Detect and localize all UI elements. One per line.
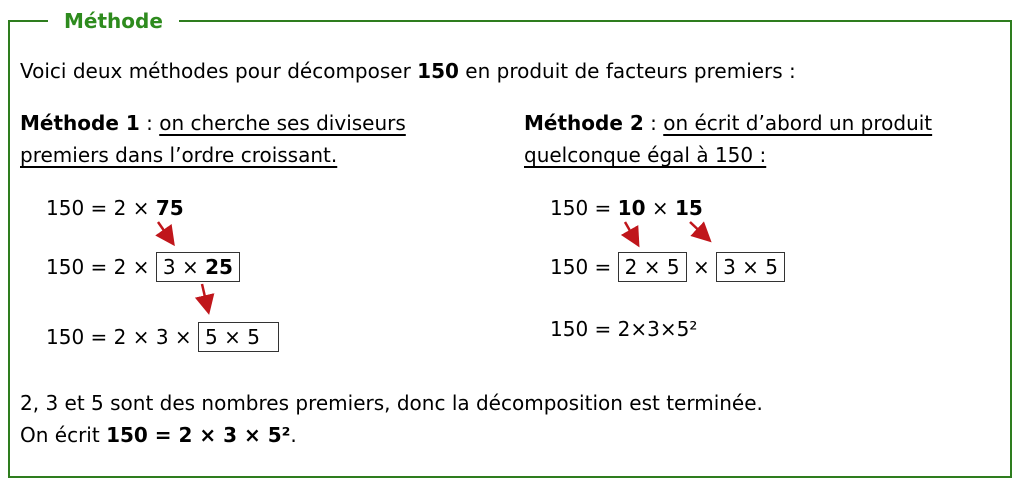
method2-desc-line2: quelconque égal à 150 : [524, 143, 767, 167]
method2-eq1: 150 = 10 × 15 [550, 196, 703, 220]
method2-heading: Méthode 2 : on écrit d’abord un produit [524, 111, 933, 135]
conclusion-line2: On écrit 150 = 2 × 3 × 5². [20, 423, 297, 447]
method2-desc-line1: on écrit d’abord un produit [663, 111, 933, 135]
method2-eq2: 150 = 2 × 5 × 3 × 5 [550, 252, 785, 282]
method1-eq3-box: 5 × 5 [198, 322, 279, 352]
method1-eq3: 150 = 2 × 3 × 5 × 5 [46, 322, 279, 352]
method1-eq1: 150 = 2 × 75 [46, 196, 184, 220]
intro-text: Voici deux méthodes pour décomposer 150 en produit de facteurs premiers : [20, 59, 796, 83]
frame-title: Méthode [48, 8, 179, 34]
intro-number: 150 [417, 59, 459, 83]
conclusion-line1: 2, 3 et 5 sont des nombres premiers, donc la décomposition est terminée. [20, 391, 763, 415]
method1-heading: Méthode 1 : on cherche ses diviseurs [20, 111, 406, 135]
method1-desc-line2: premiers dans l’ordre croissant. [20, 143, 338, 167]
method2-eq3: 150 = 2×3×5² [550, 317, 698, 341]
method2-eq2-box2: 3 × 5 [716, 252, 785, 282]
method1-desc-line1: on cherche ses diviseurs [159, 111, 406, 135]
method2-label: Méthode 2 [524, 111, 644, 135]
method1-eq2: 150 = 2 × 3 × 25 [46, 252, 240, 282]
method1-eq2-box: 3 × 25 [156, 252, 240, 282]
method2-eq1-a: 10 [617, 196, 646, 220]
method1-eq1-bold: 75 [155, 196, 184, 220]
method2-eq2-box1: 2 × 5 [618, 252, 687, 282]
method1-label: Méthode 1 [20, 111, 140, 135]
conclusion-result: 150 = 2 × 3 × 5² [106, 423, 291, 447]
method2-eq1-b: 15 [674, 196, 703, 220]
